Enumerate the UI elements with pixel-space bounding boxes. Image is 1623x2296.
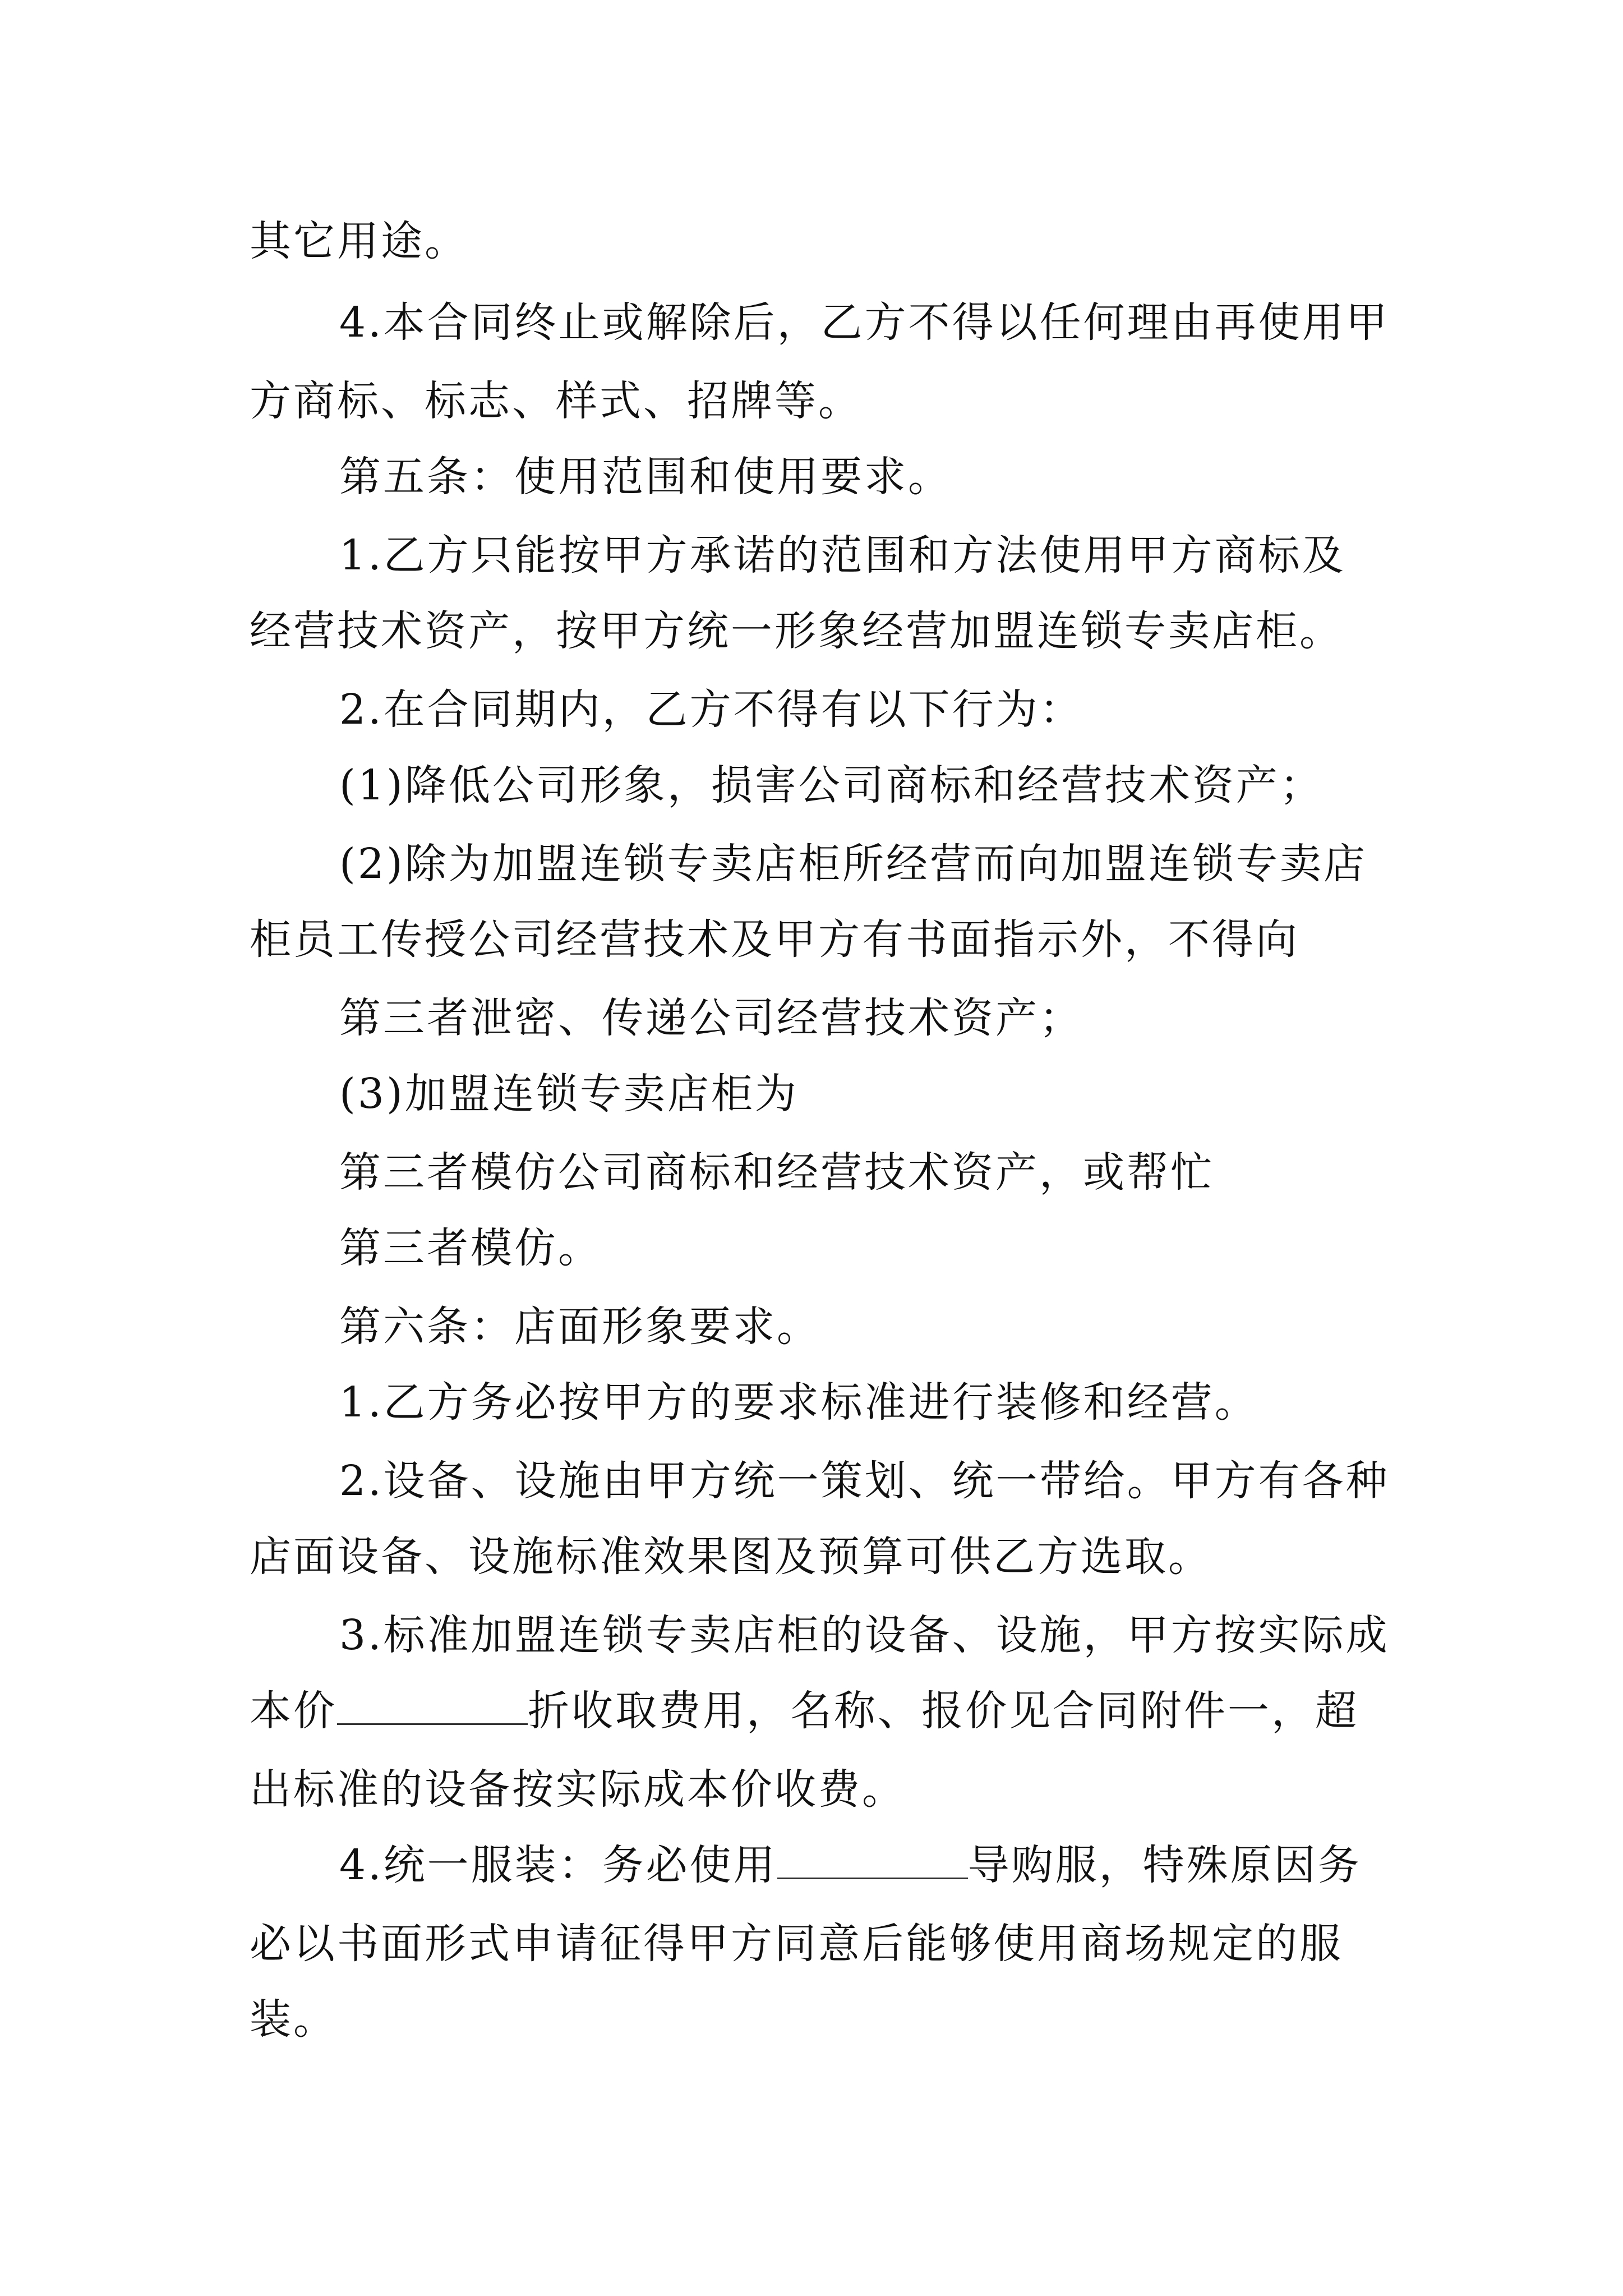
section-heading: 第六条：店面形象要求。 xyxy=(339,1303,820,1351)
paragraph-line xyxy=(339,1837,1362,1893)
line-text: 导购服，特殊原因务 xyxy=(967,1841,1362,1889)
paragraph-line: 经营技术资产，按甲方统一形象经营加盟连锁专卖店柜。 xyxy=(250,607,1343,655)
paragraph-line: 4.本合同终止或解除后，乙方不得以任何理由再使用甲 xyxy=(339,298,1390,347)
paragraph-line: 第三者模仿。 xyxy=(339,1224,602,1272)
paragraph-line: 第三者模仿公司商标和经营技术资产，或帮忙 xyxy=(339,1148,1214,1197)
paragraph-line: (3)加盟连锁专卖店柜为 xyxy=(339,1070,799,1118)
paragraph-line: 第三者泄密、传递公司经营技术资产； xyxy=(339,994,1083,1042)
paragraph-line: 店面设备、设施标准效果图及预算可供乙方选取。 xyxy=(250,1533,1212,1581)
paragraph-line: 1.乙方务必按甲方的要求标准进行装修和经营。 xyxy=(339,1378,1258,1427)
paragraph-line: 装。 xyxy=(250,1995,337,2044)
paragraph-line: 其它用途。 xyxy=(250,217,468,265)
blank-field xyxy=(777,1839,968,1879)
blank-field xyxy=(337,1685,528,1725)
paragraph-line: 3.标准加盟连锁专卖店柜的设备、设施，甲方按实际成 xyxy=(339,1611,1390,1659)
paragraph-line: 必以书面形式申请征得甲方同意后能够使用商场规定的服 xyxy=(250,1920,1343,1968)
line-text: 本价 xyxy=(250,1687,337,1735)
paragraph-line: 1.乙方只能按甲方承诺的范围和方法使用甲方商标及 xyxy=(339,531,1346,579)
paragraph-line: (2)除为加盟连锁专卖店柜所经营而向加盟连锁专卖店 xyxy=(339,840,1367,888)
paragraph-line: 2.设备、设施由甲方统一策划、统一带给。甲方有各种 xyxy=(339,1457,1390,1505)
paragraph-line xyxy=(250,1683,1359,1739)
line-text: 4.统一服装：务必使用 xyxy=(339,1841,777,1889)
paragraph-line: 柜员工传授公司经营技术及甲方有书面指示外，不得向 xyxy=(250,915,1299,964)
section-heading: 第五条：使用范围和使用要求。 xyxy=(339,453,952,501)
line-text: 折收取费用，名称、报价见合同附件一，超 xyxy=(528,1687,1359,1735)
paragraph-line: 方商标、标志、样式、招牌等。 xyxy=(250,377,862,425)
paragraph-line: (1)降低公司形象，损害公司商标和经营技术资产； xyxy=(339,761,1324,809)
paragraph-line: 出标准的设备按实际成本价收费。 xyxy=(250,1765,906,1814)
paragraph-line: 2.在合同期内，乙方不得有以下行为： xyxy=(339,685,1083,734)
